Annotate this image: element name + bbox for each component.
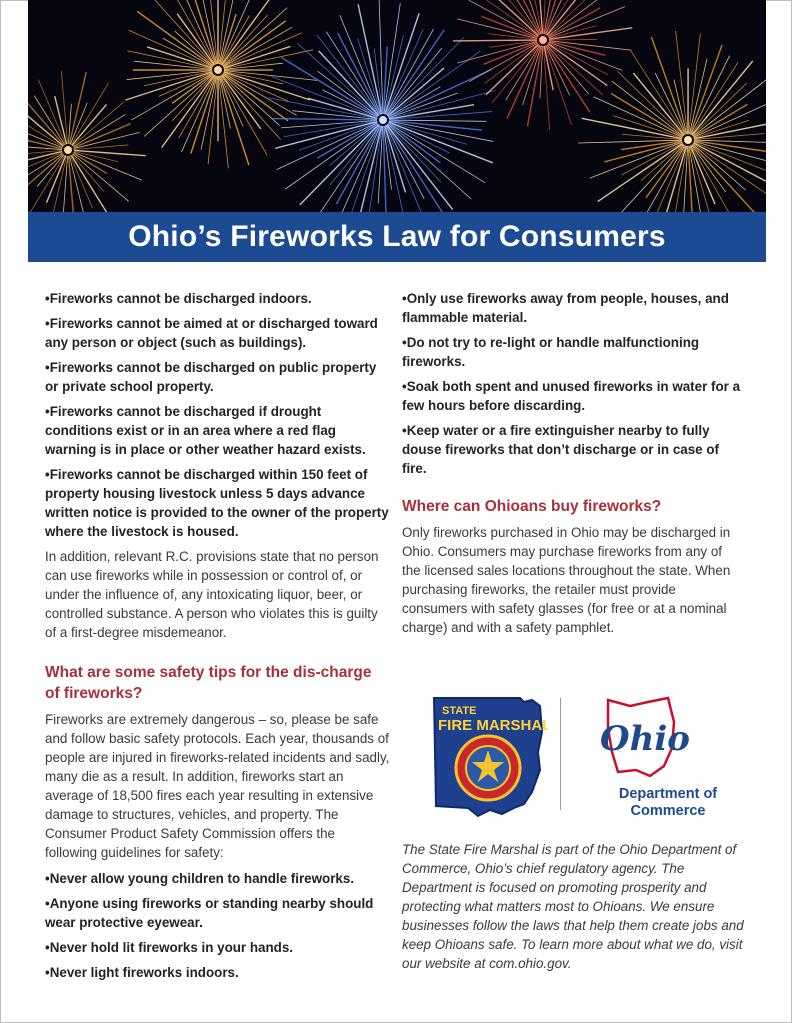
firework-burst [268, 0, 495, 212]
rule-item: • Fireworks cannot be discharged if drought conditions exist or in an area where a red flag warning is in place or other weather hazard exists. [45, 402, 390, 459]
logo-divider [560, 698, 561, 810]
page-title: Ohio’s Fireworks Law for Consumers [128, 220, 666, 253]
safety-tip-item: • Never light fireworks indoors. [45, 963, 390, 982]
firework-burst [453, 0, 632, 130]
buy-paragraph: Only fireworks purchased in Ohio may be discharged in Ohio. Consumers may purchase fireworks from any of the licensed sales locations throughout the state. When purchasing fireworks, the retailer must provide consumers with safety glasses (for free or at a nominal charge) and with a safety pamphlet. [402, 525, 731, 635]
fire-marshal-label-1: STATE [442, 705, 477, 717]
right-column [402, 289, 742, 637]
rule-item: • Fireworks cannot be aimed at or discharged toward any person or object (such as buildings). [45, 314, 390, 352]
ohio-state-outline-icon [578, 692, 698, 782]
safety-tip-item: • Never allow young children to handle fireworks. [45, 869, 390, 888]
safety-tip-item: • Only use fireworks away from people, houses, and flammable material. [402, 289, 742, 327]
safety-tip-item: • Soak both spent and unused fireworks in water for a few hours before discarding. [402, 377, 742, 415]
about-paragraph: The State Fire Marshal is part of the Ohio Department of Commerce, Ohio’s chief regulatory agency. The Department is focused on promoting prosperity and protecting what matters most to Ohioans. We ensure businesses follow the laws that help them create jobs and keep Ohioans safe. To learn more about what we do, visit our website at com.ohio.gov. [402, 842, 744, 971]
safety-heading: What are some safety tips for the dis-charge of fireworks? [45, 664, 372, 702]
safety-tip-item: • Keep water or a fire extinguisher nearby to fully douse fireworks that don’t discharge or in case of fire. [402, 421, 742, 478]
rule-item: • Fireworks cannot be discharged on public property or private school property. [45, 358, 390, 396]
firework-burst [28, 71, 146, 212]
safety-tip-item: • Anyone using fireworks or standing nearby should wear protective eyewear. [45, 894, 390, 932]
fire-marshal-label-2: FIRE MARSHAL [438, 717, 548, 734]
department-name [598, 786, 738, 820]
rule-item: • Fireworks cannot be discharged within 150 feet of property housing livestock unless 5 days advance written notice is provided to the owner of the property where the livestock is housed. [45, 465, 390, 541]
department-line-1: Department of [618, 786, 718, 802]
firework-burst [125, 0, 317, 168]
buy-heading: Where can Ohioans buy fireworks? [402, 498, 662, 515]
firework-burst [578, 31, 766, 212]
ohio-script-logo: Ohio [600, 719, 690, 759]
logos-area [428, 692, 728, 820]
fireworks-photo [28, 0, 766, 212]
safety-tip-item: • Never hold lit fireworks in your hands. [45, 938, 390, 957]
rule-item: • Fireworks cannot be discharged indoors. [45, 289, 390, 308]
additional-paragraph: In addition, relevant R.C. provisions state that no person can use fireworks while in possession or control of, or under the influence of, any intoxicating liquor, beer, or controlled substance. A person who violates this is guilty of a first-degree misdemeanor. [45, 549, 379, 640]
safety-paragraph: Fireworks are extremely dangerous – so, please be safe and follow basic safety protocols. Each year, thousands of people are injured in fireworks-related incidents and sadly, many die as a result. In addition, fireworks start an average of 18,500 fires each year resulting in extensive damage to structures, vehicles, and property. The Consumer Product Safety Commission offers the following guidelines for safety: [45, 712, 390, 860]
title-banner [28, 212, 766, 262]
fireworks-illustration [28, 0, 766, 212]
department-line-2: Commerce [630, 803, 706, 819]
left-column [45, 289, 390, 988]
fire-marshal-badge-icon [428, 692, 548, 820]
safety-tip-item: • Do not try to re-light or handle malfunctioning fireworks. [402, 333, 742, 371]
